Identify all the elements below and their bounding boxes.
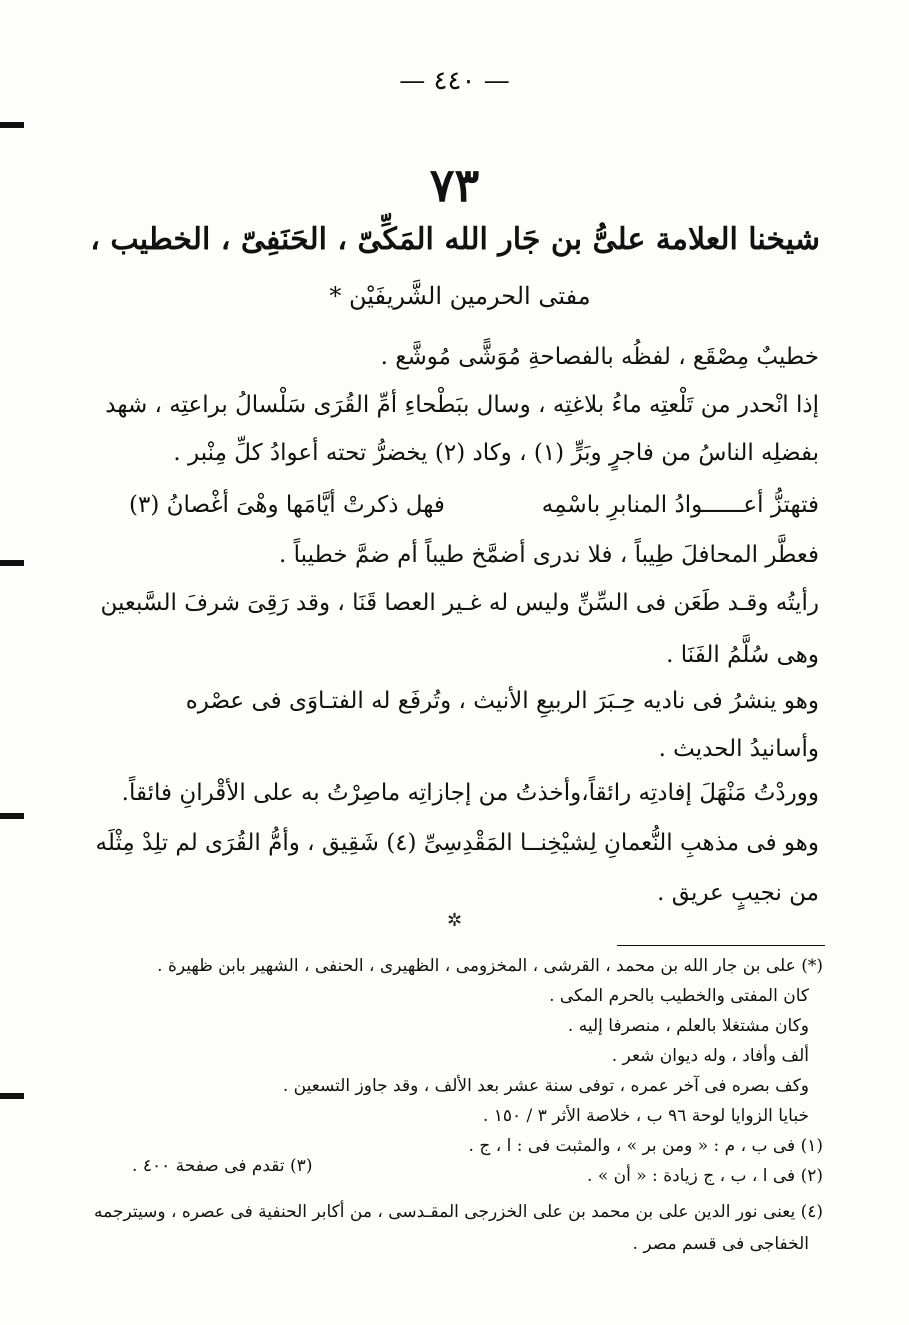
body-line: فعطَّر المحافلَ طِيباً ، فلا ندرى أضمَّخ طيباً أم ضمَّ خطيباً . [279,542,819,568]
scan-edge-mark [0,560,24,566]
body-line: وهو فى مذهبِ النُّعمانِ لِشيْخِنــا المَقْدِسِىِّ (٤) شَقِيق ، وأمُّ القُرَى لم تلِدْ مِثْلَه [95,830,819,856]
footnote-line: (٢) فى ا ، ب ، ج زيادة : « أن » . [587,1166,823,1186]
body-line: وهى سُلَّمُ الفَنَا . [666,642,819,668]
body-line: وهو ينشرُ فى ناديه حِـبَرَ الربيعِ الأنيث ، وتُرفَع له الفتـاوَى فى عصْره [185,688,819,714]
footnote-line: (٣) تقدم فى صفحة ٤٠٠ . [132,1156,313,1176]
body-line: إذا انْحدر من تَلْعتِه ماءُ بلاغتِه ، وسال ببَطْحاءِ أمِّ القُرَى سَلْسالُ براعتِه ، شهد [105,392,819,418]
footnote-line: الخفاجى فى قسم مصر . [632,1234,809,1254]
poem-verse [99,488,819,522]
biography-subtitle: مفتى الحرمين الشَّريفَيْن * [329,282,591,310]
footnote-line: (٤) يعنى نور الدين على بن محمد بن على الخزرجى المقـدسى ، من أكابر الحنفية فى عصره ، وسيترجمه [94,1202,823,1222]
footnote-line: وكان مشتغلا بالعلم ، منصرفا إليه . [567,1016,809,1036]
footnote-line: (١) فى ب ، م : « ومن بر » ، والمثبت فى : ا ، ج . [468,1136,823,1156]
verse-second-hemistich: فهل ذكرتْ أيَّامَها وهْىَ أغْصانُ (٣) [129,492,445,518]
scan-edge-mark [0,813,24,819]
page-number: — ٤٤٠ — [399,66,510,96]
body-line: رأيتُه وقـد طَعَن فى السِّنِّ وليس له غـير العصا قَنَا ، وقد رَقِىَ شرفَ السَّبعين [100,590,819,616]
footnote-line: (*) على بن جار الله بن محمد ، القرشى ، المخزومى ، الظهيرى ، الحنفى ، الشهير بابن ظهيرة . [157,956,823,976]
footnote-line: ألف وأفاد ، وله ديوان شعر . [611,1046,809,1066]
body-line: خطيبٌ مِصْقَع ، لفظُه بالفصاحةِ مُوَشًّى مُوشَّع . [380,344,819,370]
footnote-rule [617,945,825,946]
body-line: ووردْتُ مَنْهَلَ إفادتِه رائقاً،وأخذتُ من إجازاتِه ماصِرْتُ به على الأقْرانِ فائقاً. [121,780,819,806]
footnote-line: خبايا الزوايا لوحة ٩٦ ب ، خلاصة الأثر ٣ / ١٥٠ . [482,1106,809,1126]
verse-first-hemistich: فتهتزُّ أعــــــوادُ المنابرِ باسْمِه [541,492,819,518]
scan-edge-mark [0,122,24,128]
entry-number: ٧٣ [429,158,480,212]
section-divider-ornament: ✲ [446,910,463,931]
footnote-line: كان المفتى والخطيب بالحرم المكى . [549,986,809,1006]
biography-title: شيخنا العلامة علىُّ بن جَار الله المَكِّىّ ، الحَنَفِىّ ، الخطيب ، [90,222,820,257]
scan-edge-mark [0,1093,24,1099]
footnote-line: وكف بصره فى آخر عمره ، توفى سنة عشر بعد الألف ، وقد جاوز التسعين . [282,1076,809,1096]
body-line: من نجيبٍ عريق . [657,880,819,906]
body-line: بفضلِه الناسُ من فاجرٍ وبَرٍّ (١) ، وكاد (٢) يخضرُّ تحته أعوادُ كلِّ مِنْبر . [173,440,819,466]
body-line: وأسانيدُ الحديث . [658,736,819,762]
